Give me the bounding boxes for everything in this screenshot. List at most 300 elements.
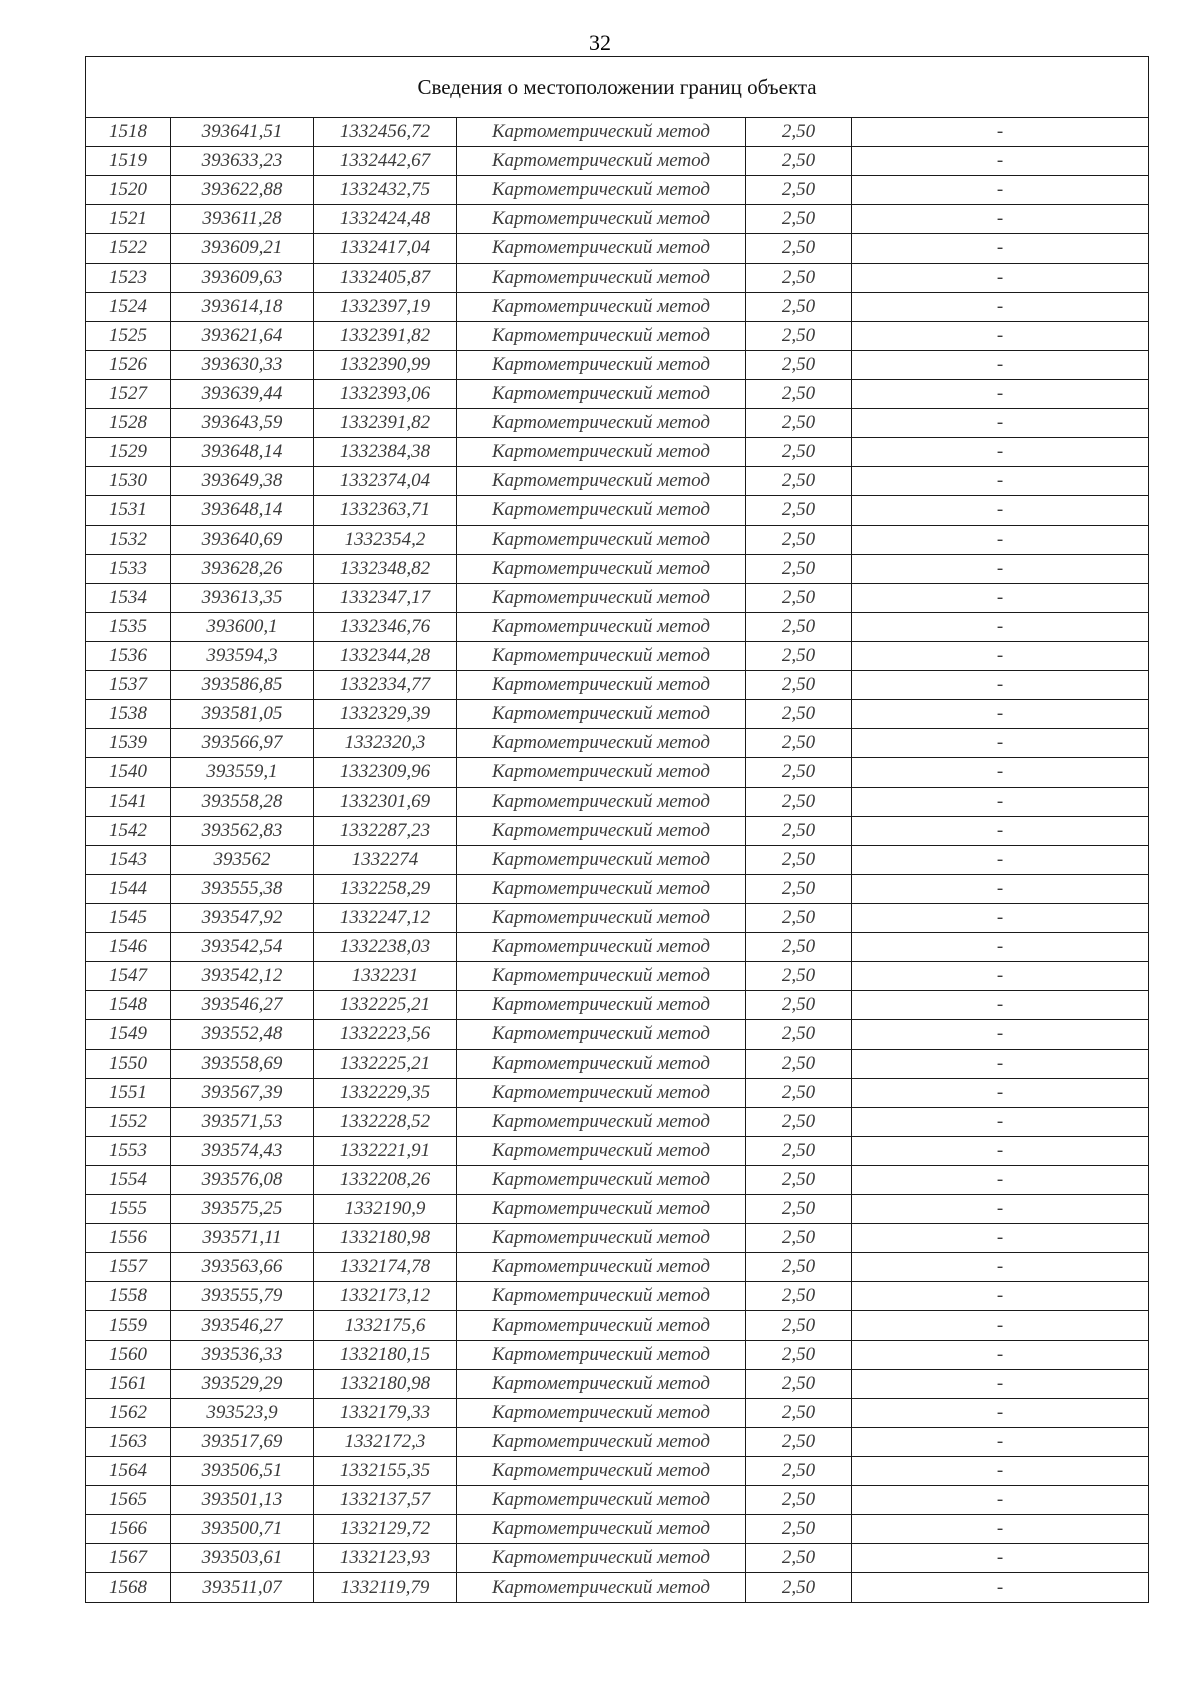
point-number-cell: 1554 [86, 1165, 171, 1194]
y-coordinate-cell: 1332347,17 [314, 583, 457, 612]
y-coordinate-cell: 1332174,78 [314, 1253, 457, 1282]
table-row [86, 845, 1149, 874]
description-cell: - [852, 234, 1149, 263]
point-number-cell: 1521 [86, 205, 171, 234]
table-row [86, 496, 1149, 525]
method-cell: Картометрический метод [457, 903, 746, 932]
accuracy-cell: 2,50 [746, 1369, 852, 1398]
point-number-cell: 1530 [86, 467, 171, 496]
method-cell: Картометрический метод [457, 1049, 746, 1078]
y-coordinate-cell: 1332231 [314, 962, 457, 991]
y-coordinate-cell: 1332238,03 [314, 933, 457, 962]
description-cell: - [852, 525, 1149, 554]
method-cell: Картометрический метод [457, 496, 746, 525]
accuracy-cell: 2,50 [746, 1078, 852, 1107]
point-number-cell: 1542 [86, 816, 171, 845]
point-number-cell: 1545 [86, 903, 171, 932]
method-cell: Картометрический метод [457, 1515, 746, 1544]
method-cell: Картометрический метод [457, 1224, 746, 1253]
point-number-cell: 1552 [86, 1107, 171, 1136]
y-coordinate-cell: 1332129,72 [314, 1515, 457, 1544]
table-header-row [86, 57, 1149, 118]
method-cell: Картометрический метод [457, 612, 746, 641]
point-number-cell: 1534 [86, 583, 171, 612]
accuracy-cell: 2,50 [746, 729, 852, 758]
description-cell: - [852, 671, 1149, 700]
y-coordinate-cell: 1332320,3 [314, 729, 457, 758]
y-coordinate-cell: 1332384,38 [314, 438, 457, 467]
x-coordinate-cell: 393630,33 [171, 350, 314, 379]
point-number-cell: 1536 [86, 641, 171, 670]
accuracy-cell: 2,50 [746, 612, 852, 641]
x-coordinate-cell: 393648,14 [171, 496, 314, 525]
x-coordinate-cell: 393600,1 [171, 612, 314, 641]
accuracy-cell: 2,50 [746, 321, 852, 350]
description-cell: - [852, 292, 1149, 321]
x-coordinate-cell: 393529,29 [171, 1369, 314, 1398]
description-cell: - [852, 1427, 1149, 1456]
method-cell: Картометрический метод [457, 1165, 746, 1194]
description-cell: - [852, 1078, 1149, 1107]
table-row [86, 583, 1149, 612]
method-cell: Картометрический метод [457, 321, 746, 350]
accuracy-cell: 2,50 [746, 991, 852, 1020]
method-cell: Картометрический метод [457, 700, 746, 729]
accuracy-cell: 2,50 [746, 176, 852, 205]
accuracy-cell: 2,50 [746, 962, 852, 991]
point-number-cell: 1537 [86, 671, 171, 700]
table-row [86, 438, 1149, 467]
x-coordinate-cell: 393571,53 [171, 1107, 314, 1136]
description-cell: - [852, 1311, 1149, 1340]
point-number-cell: 1531 [86, 496, 171, 525]
x-coordinate-cell: 393640,69 [171, 525, 314, 554]
point-number-cell: 1553 [86, 1136, 171, 1165]
table-row [86, 525, 1149, 554]
description-cell: - [852, 409, 1149, 438]
method-cell: Картометрический метод [457, 1107, 746, 1136]
point-number-cell: 1565 [86, 1486, 171, 1515]
x-coordinate-cell: 393562 [171, 845, 314, 874]
method-cell: Картометрический метод [457, 933, 746, 962]
method-cell: Картометрический метод [457, 1282, 746, 1311]
description-cell: - [852, 438, 1149, 467]
method-cell: Картометрический метод [457, 962, 746, 991]
method-cell: Картометрический метод [457, 118, 746, 147]
table-row [86, 1195, 1149, 1224]
x-coordinate-cell: 393542,12 [171, 962, 314, 991]
accuracy-cell: 2,50 [746, 787, 852, 816]
x-coordinate-cell: 393633,23 [171, 147, 314, 176]
x-coordinate-cell: 393546,27 [171, 1311, 314, 1340]
x-coordinate-cell: 393649,38 [171, 467, 314, 496]
description-cell: - [852, 641, 1149, 670]
point-number-cell: 1540 [86, 758, 171, 787]
method-cell: Картометрический метод [457, 845, 746, 874]
y-coordinate-cell: 1332329,39 [314, 700, 457, 729]
accuracy-cell: 2,50 [746, 1020, 852, 1049]
description-cell: - [852, 816, 1149, 845]
description-cell: - [852, 205, 1149, 234]
table-row [86, 467, 1149, 496]
point-number-cell: 1564 [86, 1457, 171, 1486]
point-number-cell: 1538 [86, 700, 171, 729]
accuracy-cell: 2,50 [746, 379, 852, 408]
y-coordinate-cell: 1332123,93 [314, 1544, 457, 1573]
y-coordinate-cell: 1332180,98 [314, 1224, 457, 1253]
accuracy-cell: 2,50 [746, 1136, 852, 1165]
x-coordinate-cell: 393503,61 [171, 1544, 314, 1573]
y-coordinate-cell: 1332424,48 [314, 205, 457, 234]
y-coordinate-cell: 1332173,12 [314, 1282, 457, 1311]
point-number-cell: 1555 [86, 1195, 171, 1224]
table-row [86, 1369, 1149, 1398]
description-cell: - [852, 1253, 1149, 1282]
description-cell: - [852, 729, 1149, 758]
point-number-cell: 1522 [86, 234, 171, 263]
description-cell: - [852, 1165, 1149, 1194]
x-coordinate-cell: 393517,69 [171, 1427, 314, 1456]
y-coordinate-cell: 1332225,21 [314, 1049, 457, 1078]
method-cell: Картометрический метод [457, 991, 746, 1020]
x-coordinate-cell: 393611,28 [171, 205, 314, 234]
table-row [86, 962, 1149, 991]
description-cell: - [852, 1107, 1149, 1136]
point-number-cell: 1529 [86, 438, 171, 467]
table-row [86, 409, 1149, 438]
method-cell: Картометрический метод [457, 1369, 746, 1398]
point-number-cell: 1549 [86, 1020, 171, 1049]
y-coordinate-cell: 1332432,75 [314, 176, 457, 205]
accuracy-cell: 2,50 [746, 583, 852, 612]
table-row [86, 1020, 1149, 1049]
method-cell: Картометрический метод [457, 263, 746, 292]
accuracy-cell: 2,50 [746, 1515, 852, 1544]
method-cell: Картометрический метод [457, 671, 746, 700]
x-coordinate-cell: 393558,69 [171, 1049, 314, 1078]
description-cell: - [852, 1020, 1149, 1049]
y-coordinate-cell: 1332309,96 [314, 758, 457, 787]
x-coordinate-cell: 393511,07 [171, 1573, 314, 1602]
description-cell: - [852, 903, 1149, 932]
table-row [86, 1078, 1149, 1107]
table-row [86, 292, 1149, 321]
point-number-cell: 1524 [86, 292, 171, 321]
table-row [86, 1515, 1149, 1544]
point-number-cell: 1519 [86, 147, 171, 176]
method-cell: Картометрический метод [457, 1195, 746, 1224]
description-cell: - [852, 962, 1149, 991]
description-cell: - [852, 1224, 1149, 1253]
x-coordinate-cell: 393563,66 [171, 1253, 314, 1282]
method-cell: Картометрический метод [457, 1311, 746, 1340]
description-cell: - [852, 700, 1149, 729]
accuracy-cell: 2,50 [746, 1107, 852, 1136]
method-cell: Картометрический метод [457, 816, 746, 845]
table-body [86, 118, 1149, 1603]
point-number-cell: 1518 [86, 118, 171, 147]
description-cell: - [852, 1515, 1149, 1544]
table-row [86, 1573, 1149, 1602]
accuracy-cell: 2,50 [746, 1311, 852, 1340]
point-number-cell: 1528 [86, 409, 171, 438]
x-coordinate-cell: 393547,92 [171, 903, 314, 932]
method-cell: Картометрический метод [457, 1457, 746, 1486]
description-cell: - [852, 1136, 1149, 1165]
method-cell: Картометрический метод [457, 1340, 746, 1369]
table-row [86, 1427, 1149, 1456]
y-coordinate-cell: 1332393,06 [314, 379, 457, 408]
point-number-cell: 1563 [86, 1427, 171, 1456]
y-coordinate-cell: 1332456,72 [314, 118, 457, 147]
accuracy-cell: 2,50 [746, 496, 852, 525]
x-coordinate-cell: 393546,27 [171, 991, 314, 1020]
accuracy-cell: 2,50 [746, 1544, 852, 1573]
accuracy-cell: 2,50 [746, 758, 852, 787]
y-coordinate-cell: 1332390,99 [314, 350, 457, 379]
table-row [86, 1544, 1149, 1573]
point-number-cell: 1546 [86, 933, 171, 962]
method-cell: Картометрический метод [457, 1427, 746, 1456]
accuracy-cell: 2,50 [746, 1049, 852, 1078]
table-row [86, 1311, 1149, 1340]
table-row [86, 118, 1149, 147]
x-coordinate-cell: 393562,83 [171, 816, 314, 845]
point-number-cell: 1523 [86, 263, 171, 292]
x-coordinate-cell: 393567,39 [171, 1078, 314, 1107]
description-cell: - [852, 612, 1149, 641]
point-number-cell: 1567 [86, 1544, 171, 1573]
point-number-cell: 1551 [86, 1078, 171, 1107]
method-cell: Картометрический метод [457, 205, 746, 234]
table-row [86, 234, 1149, 263]
accuracy-cell: 2,50 [746, 234, 852, 263]
description-cell: - [852, 321, 1149, 350]
accuracy-cell: 2,50 [746, 525, 852, 554]
y-coordinate-cell: 1332405,87 [314, 263, 457, 292]
description-cell: - [852, 758, 1149, 787]
accuracy-cell: 2,50 [746, 409, 852, 438]
accuracy-cell: 2,50 [746, 1427, 852, 1456]
y-coordinate-cell: 1332179,33 [314, 1398, 457, 1427]
accuracy-cell: 2,50 [746, 1224, 852, 1253]
x-coordinate-cell: 393542,54 [171, 933, 314, 962]
accuracy-cell: 2,50 [746, 641, 852, 670]
accuracy-cell: 2,50 [746, 292, 852, 321]
description-cell: - [852, 583, 1149, 612]
accuracy-cell: 2,50 [746, 205, 852, 234]
method-cell: Картометрический метод [457, 758, 746, 787]
method-cell: Картометрический метод [457, 1398, 746, 1427]
x-coordinate-cell: 393576,08 [171, 1165, 314, 1194]
point-number-cell: 1532 [86, 525, 171, 554]
x-coordinate-cell: 393555,38 [171, 874, 314, 903]
description-cell: - [852, 176, 1149, 205]
x-coordinate-cell: 393536,33 [171, 1340, 314, 1369]
method-cell: Картометрический метод [457, 176, 746, 205]
table-title: Сведения о местоположении границ объекта [86, 57, 1149, 118]
y-coordinate-cell: 1332172,3 [314, 1427, 457, 1456]
accuracy-cell: 2,50 [746, 350, 852, 379]
x-coordinate-cell: 393558,28 [171, 787, 314, 816]
description-cell: - [852, 1544, 1149, 1573]
x-coordinate-cell: 393501,13 [171, 1486, 314, 1515]
table-row [86, 700, 1149, 729]
method-cell: Картометрический метод [457, 147, 746, 176]
y-coordinate-cell: 1332397,19 [314, 292, 457, 321]
description-cell: - [852, 147, 1149, 176]
y-coordinate-cell: 1332228,52 [314, 1107, 457, 1136]
table-row [86, 933, 1149, 962]
method-cell: Картометрический метод [457, 787, 746, 816]
description-cell: - [852, 845, 1149, 874]
accuracy-cell: 2,50 [746, 1486, 852, 1515]
x-coordinate-cell: 393621,64 [171, 321, 314, 350]
table-row [86, 758, 1149, 787]
point-number-cell: 1562 [86, 1398, 171, 1427]
accuracy-cell: 2,50 [746, 903, 852, 932]
x-coordinate-cell: 393574,43 [171, 1136, 314, 1165]
y-coordinate-cell: 1332287,23 [314, 816, 457, 845]
boundary-coordinates-table [85, 56, 1149, 1603]
point-number-cell: 1547 [86, 962, 171, 991]
point-number-cell: 1550 [86, 1049, 171, 1078]
x-coordinate-cell: 393552,48 [171, 1020, 314, 1049]
x-coordinate-cell: 393613,35 [171, 583, 314, 612]
x-coordinate-cell: 393555,79 [171, 1282, 314, 1311]
x-coordinate-cell: 393594,3 [171, 641, 314, 670]
table-row [86, 787, 1149, 816]
x-coordinate-cell: 393523,9 [171, 1398, 314, 1427]
y-coordinate-cell: 1332221,91 [314, 1136, 457, 1165]
method-cell: Картометрический метод [457, 438, 746, 467]
point-number-cell: 1526 [86, 350, 171, 379]
method-cell: Картометрический метод [457, 379, 746, 408]
x-coordinate-cell: 393581,05 [171, 700, 314, 729]
x-coordinate-cell: 393639,44 [171, 379, 314, 408]
x-coordinate-cell: 393575,25 [171, 1195, 314, 1224]
description-cell: - [852, 1398, 1149, 1427]
y-coordinate-cell: 1332137,57 [314, 1486, 457, 1515]
accuracy-cell: 2,50 [746, 1398, 852, 1427]
accuracy-cell: 2,50 [746, 438, 852, 467]
point-number-cell: 1544 [86, 874, 171, 903]
y-coordinate-cell: 1332348,82 [314, 554, 457, 583]
accuracy-cell: 2,50 [746, 1195, 852, 1224]
table-row [86, 205, 1149, 234]
table-row [86, 1253, 1149, 1282]
description-cell: - [852, 350, 1149, 379]
accuracy-cell: 2,50 [746, 1457, 852, 1486]
y-coordinate-cell: 1332229,35 [314, 1078, 457, 1107]
description-cell: - [852, 118, 1149, 147]
table-row [86, 1282, 1149, 1311]
accuracy-cell: 2,50 [746, 933, 852, 962]
method-cell: Картометрический метод [457, 467, 746, 496]
x-coordinate-cell: 393609,21 [171, 234, 314, 263]
table-row [86, 1136, 1149, 1165]
table-row [86, 263, 1149, 292]
y-coordinate-cell: 1332258,29 [314, 874, 457, 903]
description-cell: - [852, 467, 1149, 496]
table-row [86, 729, 1149, 758]
point-number-cell: 1520 [86, 176, 171, 205]
y-coordinate-cell: 1332391,82 [314, 409, 457, 438]
accuracy-cell: 2,50 [746, 700, 852, 729]
point-number-cell: 1535 [86, 612, 171, 641]
accuracy-cell: 2,50 [746, 816, 852, 845]
accuracy-cell: 2,50 [746, 467, 852, 496]
y-coordinate-cell: 1332175,6 [314, 1311, 457, 1340]
accuracy-cell: 2,50 [746, 118, 852, 147]
y-coordinate-cell: 1332274 [314, 845, 457, 874]
accuracy-cell: 2,50 [746, 263, 852, 292]
table-row [86, 1165, 1149, 1194]
accuracy-cell: 2,50 [746, 147, 852, 176]
method-cell: Картометрический метод [457, 409, 746, 438]
method-cell: Картометрический метод [457, 1078, 746, 1107]
table-row [86, 1457, 1149, 1486]
accuracy-cell: 2,50 [746, 874, 852, 903]
accuracy-cell: 2,50 [746, 671, 852, 700]
x-coordinate-cell: 393571,11 [171, 1224, 314, 1253]
table-row [86, 1107, 1149, 1136]
table-row [86, 1224, 1149, 1253]
description-cell: - [852, 263, 1149, 292]
description-cell: - [852, 1369, 1149, 1398]
table-row [86, 176, 1149, 205]
description-cell: - [852, 991, 1149, 1020]
x-coordinate-cell: 393586,85 [171, 671, 314, 700]
x-coordinate-cell: 393622,88 [171, 176, 314, 205]
page-number: 32 [589, 30, 611, 55]
x-coordinate-cell: 393643,59 [171, 409, 314, 438]
description-cell: - [852, 787, 1149, 816]
method-cell: Картометрический метод [457, 1486, 746, 1515]
x-coordinate-cell: 393566,97 [171, 729, 314, 758]
y-coordinate-cell: 1332155,35 [314, 1457, 457, 1486]
table-row [86, 350, 1149, 379]
x-coordinate-cell: 393614,18 [171, 292, 314, 321]
y-coordinate-cell: 1332354,2 [314, 525, 457, 554]
point-number-cell: 1559 [86, 1311, 171, 1340]
method-cell: Картометрический метод [457, 234, 746, 263]
y-coordinate-cell: 1332208,26 [314, 1165, 457, 1194]
table-row [86, 991, 1149, 1020]
accuracy-cell: 2,50 [746, 1253, 852, 1282]
table-row [86, 816, 1149, 845]
point-number-cell: 1557 [86, 1253, 171, 1282]
accuracy-cell: 2,50 [746, 845, 852, 874]
y-coordinate-cell: 1332180,15 [314, 1340, 457, 1369]
table-row [86, 554, 1149, 583]
description-cell: - [852, 554, 1149, 583]
y-coordinate-cell: 1332363,71 [314, 496, 457, 525]
x-coordinate-cell: 393628,26 [171, 554, 314, 583]
description-cell: - [852, 379, 1149, 408]
x-coordinate-cell: 393500,71 [171, 1515, 314, 1544]
table-row [86, 321, 1149, 350]
accuracy-cell: 2,50 [746, 554, 852, 583]
point-number-cell: 1558 [86, 1282, 171, 1311]
point-number-cell: 1566 [86, 1515, 171, 1544]
method-cell: Картометрический метод [457, 350, 746, 379]
x-coordinate-cell: 393641,51 [171, 118, 314, 147]
y-coordinate-cell: 1332223,56 [314, 1020, 457, 1049]
point-number-cell: 1543 [86, 845, 171, 874]
y-coordinate-cell: 1332180,98 [314, 1369, 457, 1398]
description-cell: - [852, 1457, 1149, 1486]
